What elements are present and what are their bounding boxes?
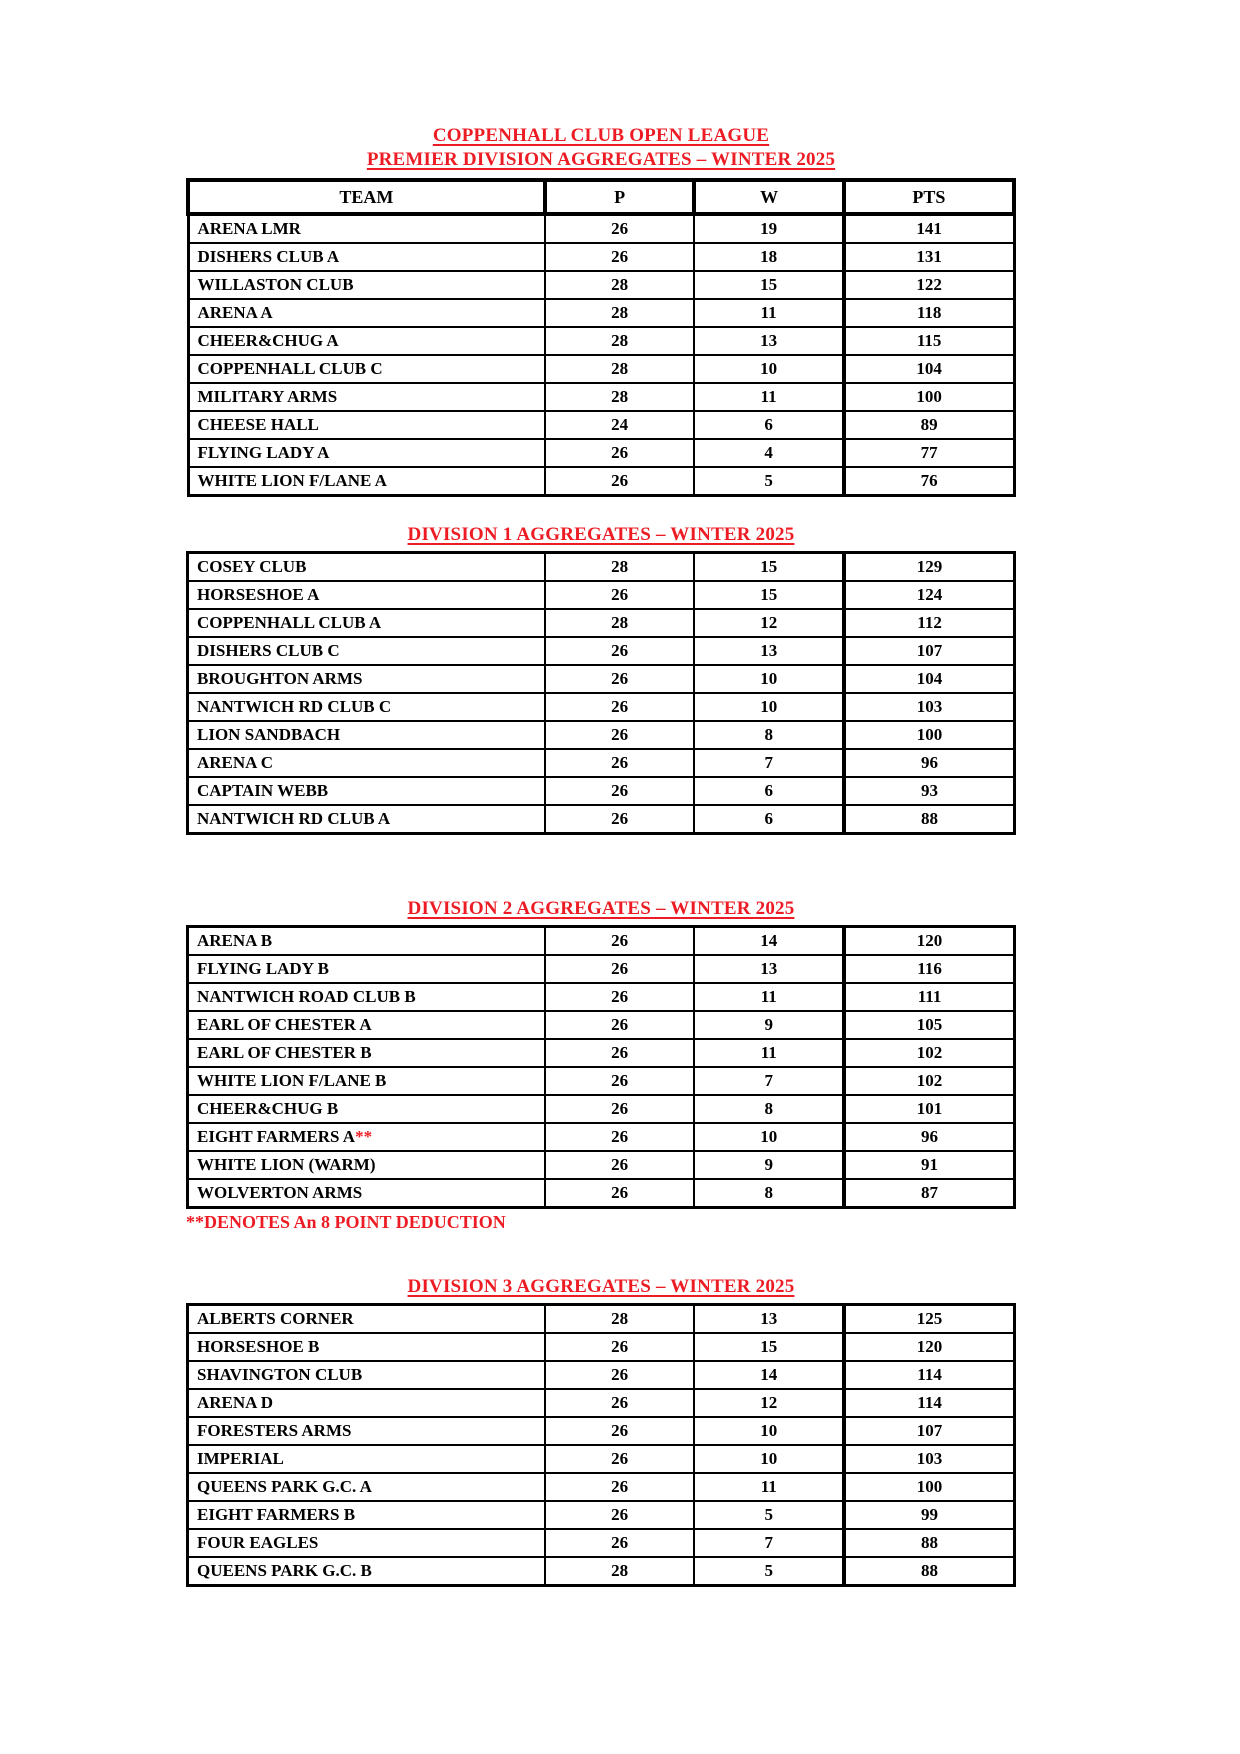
wins-cell: 18 bbox=[694, 243, 844, 271]
wins-cell: 9 bbox=[694, 1011, 844, 1039]
team-cell bbox=[188, 1305, 545, 1334]
wins-cell: 14 bbox=[694, 927, 844, 956]
team-name: SHAVINGTON CLUB bbox=[197, 1365, 363, 1384]
played-cell: 26 bbox=[545, 927, 695, 956]
wins-cell: 13 bbox=[694, 955, 844, 983]
team-name: WHITE LION F/LANE A bbox=[197, 471, 387, 490]
team-cell bbox=[188, 243, 545, 271]
played-cell: 26 bbox=[545, 983, 695, 1011]
table-row bbox=[188, 1473, 1015, 1501]
played-cell: 26 bbox=[545, 1417, 695, 1445]
points-cell: 120 bbox=[844, 1333, 1014, 1361]
league-table bbox=[186, 551, 1016, 835]
league-table bbox=[186, 925, 1016, 1209]
wins-cell: 7 bbox=[694, 749, 844, 777]
team-cell bbox=[188, 1333, 545, 1361]
team-name: ARENA C bbox=[197, 753, 274, 772]
played-cell: 26 bbox=[545, 467, 695, 496]
team-cell bbox=[188, 1011, 545, 1039]
points-cell: 141 bbox=[844, 214, 1014, 243]
team-name: CHEESE HALL bbox=[197, 415, 319, 434]
points-cell: 100 bbox=[844, 721, 1014, 749]
team-cell bbox=[188, 271, 545, 299]
team-name: ARENA A bbox=[197, 303, 273, 322]
team-cell bbox=[188, 1389, 545, 1417]
played-cell: 26 bbox=[545, 1389, 695, 1417]
points-cell: 120 bbox=[844, 927, 1014, 956]
table-row bbox=[188, 1095, 1015, 1123]
team-name: LION SANDBACH bbox=[197, 725, 341, 744]
wins-cell: 10 bbox=[694, 665, 844, 693]
points-cell: 77 bbox=[844, 439, 1014, 467]
played-cell: 26 bbox=[545, 749, 695, 777]
table-row bbox=[188, 271, 1014, 299]
wins-cell: 11 bbox=[694, 1039, 844, 1067]
table-row bbox=[188, 299, 1014, 327]
played-cell: 26 bbox=[545, 1151, 695, 1179]
column-header-points: PTS bbox=[844, 180, 1014, 214]
table-row bbox=[188, 355, 1014, 383]
played-cell: 26 bbox=[545, 1095, 695, 1123]
wins-cell: 10 bbox=[694, 1123, 844, 1151]
wins-cell: 13 bbox=[694, 327, 844, 355]
played-cell: 26 bbox=[545, 1011, 695, 1039]
table-row bbox=[188, 1361, 1015, 1389]
team-cell bbox=[188, 1179, 545, 1208]
column-header-wins: W bbox=[694, 180, 844, 214]
table-row bbox=[188, 1305, 1015, 1334]
team-name: DISHERS CLUB C bbox=[197, 641, 340, 660]
wins-cell: 15 bbox=[694, 271, 844, 299]
points-cell: 99 bbox=[844, 1501, 1014, 1529]
wins-cell: 8 bbox=[694, 1179, 844, 1208]
team-cell bbox=[188, 355, 545, 383]
premier-division-heading: PREMIER DIVISION AGGREGATES – WINTER 2025 bbox=[366, 149, 836, 170]
team-cell bbox=[188, 1151, 545, 1179]
division-heading: DIVISION 1 AGGREGATES – WINTER 2025 bbox=[407, 524, 795, 545]
played-cell: 26 bbox=[545, 693, 695, 721]
points-cell: 91 bbox=[844, 1151, 1014, 1179]
team-name: FLYING LADY B bbox=[197, 959, 329, 978]
team-cell bbox=[188, 1445, 545, 1473]
played-cell: 26 bbox=[545, 955, 695, 983]
points-cell: 96 bbox=[844, 1123, 1014, 1151]
team-name: COPPENHALL CLUB A bbox=[197, 613, 382, 632]
team-cell bbox=[188, 467, 545, 496]
wins-cell: 6 bbox=[694, 411, 844, 439]
team-cell bbox=[188, 411, 545, 439]
team-cell bbox=[188, 1361, 545, 1389]
team-cell bbox=[188, 1123, 545, 1151]
table-row bbox=[188, 1417, 1015, 1445]
team-name: CHEER&CHUG A bbox=[197, 331, 339, 350]
table-row bbox=[188, 1179, 1015, 1208]
team-name: MILITARY ARMS bbox=[197, 387, 338, 406]
played-cell: 26 bbox=[545, 1473, 695, 1501]
table-row bbox=[188, 411, 1014, 439]
team-name: HORSESHOE A bbox=[197, 585, 320, 604]
league-table bbox=[186, 1303, 1016, 1587]
wins-cell: 5 bbox=[694, 1501, 844, 1529]
points-cell: 96 bbox=[844, 749, 1014, 777]
team-name: ARENA B bbox=[197, 931, 273, 950]
column-header-played: P bbox=[545, 180, 695, 214]
points-cell: 118 bbox=[844, 299, 1014, 327]
team-cell bbox=[188, 665, 545, 693]
table-row bbox=[188, 983, 1015, 1011]
team-cell bbox=[188, 749, 545, 777]
team-name: FORESTERS ARMS bbox=[197, 1421, 352, 1440]
wins-cell: 15 bbox=[694, 1333, 844, 1361]
team-cell bbox=[188, 214, 545, 243]
wins-cell: 13 bbox=[694, 1305, 844, 1334]
points-cell: 124 bbox=[844, 581, 1014, 609]
column-header-team: TEAM bbox=[188, 180, 545, 214]
team-cell bbox=[188, 805, 545, 834]
table-row bbox=[188, 327, 1014, 355]
points-cell: 122 bbox=[844, 271, 1014, 299]
points-cell: 100 bbox=[844, 1473, 1014, 1501]
tables-container bbox=[186, 178, 1016, 1587]
team-name: WOLVERTON ARMS bbox=[197, 1183, 363, 1202]
table-row bbox=[188, 467, 1014, 496]
deduction-note: **DENOTES An 8 POINT DEDUCTION bbox=[186, 1212, 506, 1232]
played-cell: 26 bbox=[545, 1445, 695, 1473]
points-cell: 103 bbox=[844, 1445, 1014, 1473]
table-row bbox=[188, 439, 1014, 467]
points-cell: 87 bbox=[844, 1179, 1014, 1208]
points-cell: 114 bbox=[844, 1361, 1014, 1389]
wins-cell: 15 bbox=[694, 581, 844, 609]
team-cell bbox=[188, 1095, 545, 1123]
table-row bbox=[188, 777, 1015, 805]
points-cell: 105 bbox=[844, 1011, 1014, 1039]
team-cell bbox=[188, 1473, 545, 1501]
points-cell: 115 bbox=[844, 327, 1014, 355]
team-cell bbox=[188, 1557, 545, 1586]
table-row bbox=[188, 581, 1015, 609]
team-name: HORSESHOE B bbox=[197, 1337, 320, 1356]
played-cell: 28 bbox=[545, 355, 695, 383]
document-title: COPPENHALL CLUB OPEN LEAGUE bbox=[432, 125, 770, 146]
points-cell: 114 bbox=[844, 1389, 1014, 1417]
team-name: BROUGHTON ARMS bbox=[197, 669, 363, 688]
division-section bbox=[186, 897, 1016, 1233]
wins-cell: 11 bbox=[694, 383, 844, 411]
points-cell: 76 bbox=[844, 467, 1014, 496]
wins-cell: 5 bbox=[694, 467, 844, 496]
wins-cell: 12 bbox=[694, 1389, 844, 1417]
wins-cell: 6 bbox=[694, 777, 844, 805]
played-cell: 26 bbox=[545, 1501, 695, 1529]
team-name: CHEER&CHUG B bbox=[197, 1099, 339, 1118]
wins-cell: 10 bbox=[694, 1445, 844, 1473]
played-cell: 28 bbox=[545, 327, 695, 355]
team-cell bbox=[188, 777, 545, 805]
wins-cell: 19 bbox=[694, 214, 844, 243]
points-cell: 107 bbox=[844, 1417, 1014, 1445]
team-cell bbox=[188, 439, 545, 467]
wins-cell: 15 bbox=[694, 553, 844, 582]
table-row bbox=[188, 553, 1015, 582]
played-cell: 26 bbox=[545, 1067, 695, 1095]
team-cell bbox=[188, 581, 545, 609]
wins-cell: 4 bbox=[694, 439, 844, 467]
team-cell bbox=[188, 1417, 545, 1445]
team-name: EARL OF CHESTER B bbox=[197, 1043, 372, 1062]
table-row bbox=[188, 1557, 1015, 1586]
team-name: ARENA LMR bbox=[197, 219, 301, 238]
points-cell: 116 bbox=[844, 955, 1014, 983]
league-table bbox=[186, 178, 1016, 497]
played-cell: 26 bbox=[545, 665, 695, 693]
points-cell: 88 bbox=[844, 805, 1014, 834]
table-row bbox=[188, 1529, 1015, 1557]
table-row bbox=[188, 1123, 1015, 1151]
played-cell: 28 bbox=[545, 383, 695, 411]
table-row bbox=[188, 637, 1015, 665]
team-name: ALBERTS CORNER bbox=[197, 1309, 354, 1328]
table-row bbox=[188, 1389, 1015, 1417]
team-cell bbox=[188, 299, 545, 327]
points-cell: 88 bbox=[844, 1557, 1014, 1586]
played-cell: 28 bbox=[545, 1557, 695, 1586]
team-name: EARL OF CHESTER A bbox=[197, 1015, 372, 1034]
points-cell: 101 bbox=[844, 1095, 1014, 1123]
played-cell: 26 bbox=[545, 581, 695, 609]
team-cell bbox=[188, 955, 545, 983]
team-name: COPPENHALL CLUB C bbox=[197, 359, 383, 378]
points-cell: 112 bbox=[844, 609, 1014, 637]
table-row bbox=[188, 243, 1014, 271]
played-cell: 28 bbox=[545, 299, 695, 327]
points-cell: 104 bbox=[844, 665, 1014, 693]
points-cell: 102 bbox=[844, 1039, 1014, 1067]
played-cell: 26 bbox=[545, 721, 695, 749]
team-name: WHITE LION (WARM) bbox=[197, 1155, 376, 1174]
points-cell: 103 bbox=[844, 693, 1014, 721]
table-row bbox=[188, 1067, 1015, 1095]
table-row bbox=[188, 1011, 1015, 1039]
wins-cell: 7 bbox=[694, 1529, 844, 1557]
played-cell: 26 bbox=[545, 1361, 695, 1389]
deduction-marker: ** bbox=[355, 1127, 373, 1146]
played-cell: 26 bbox=[545, 637, 695, 665]
played-cell: 26 bbox=[545, 243, 695, 271]
team-name: EIGHT FARMERS B bbox=[197, 1505, 356, 1524]
wins-cell: 8 bbox=[694, 1095, 844, 1123]
points-cell: 111 bbox=[844, 983, 1014, 1011]
wins-cell: 11 bbox=[694, 1473, 844, 1501]
team-name: DISHERS CLUB A bbox=[197, 247, 340, 266]
played-cell: 26 bbox=[545, 1179, 695, 1208]
table-row bbox=[188, 1445, 1015, 1473]
wins-cell: 8 bbox=[694, 721, 844, 749]
played-cell: 26 bbox=[545, 1333, 695, 1361]
team-name: WILLASTON CLUB bbox=[197, 275, 354, 294]
wins-cell: 10 bbox=[694, 693, 844, 721]
division-section bbox=[186, 523, 1016, 835]
team-cell bbox=[188, 327, 545, 355]
team-name: IMPERIAL bbox=[197, 1449, 284, 1468]
points-cell: 100 bbox=[844, 383, 1014, 411]
table-row bbox=[188, 1039, 1015, 1067]
division-section bbox=[186, 178, 1016, 497]
points-cell: 89 bbox=[844, 411, 1014, 439]
team-name: ARENA D bbox=[197, 1393, 274, 1412]
wins-cell: 12 bbox=[694, 609, 844, 637]
team-name: COSEY CLUB bbox=[197, 557, 307, 576]
played-cell: 28 bbox=[545, 1305, 695, 1334]
team-cell bbox=[188, 1529, 545, 1557]
played-cell: 28 bbox=[545, 553, 695, 582]
table-row bbox=[188, 721, 1015, 749]
table-row bbox=[188, 665, 1015, 693]
played-cell: 24 bbox=[545, 411, 695, 439]
points-cell: 125 bbox=[844, 1305, 1014, 1334]
played-cell: 28 bbox=[545, 609, 695, 637]
wins-cell: 11 bbox=[694, 983, 844, 1011]
played-cell: 26 bbox=[545, 214, 695, 243]
team-cell bbox=[188, 721, 545, 749]
team-cell bbox=[188, 693, 545, 721]
team-name: QUEENS PARK G.C. B bbox=[197, 1561, 372, 1580]
table-row bbox=[188, 214, 1014, 243]
team-name: NANTWICH ROAD CLUB B bbox=[197, 987, 416, 1006]
wins-cell: 7 bbox=[694, 1067, 844, 1095]
table-row bbox=[188, 1151, 1015, 1179]
team-name: NANTWICH RD CLUB A bbox=[197, 809, 391, 828]
wins-cell: 9 bbox=[694, 1151, 844, 1179]
table-row bbox=[188, 749, 1015, 777]
division-heading: DIVISION 3 AGGREGATES – WINTER 2025 bbox=[407, 1276, 795, 1297]
team-name: CAPTAIN WEBB bbox=[197, 781, 329, 800]
played-cell: 26 bbox=[545, 439, 695, 467]
team-cell bbox=[188, 1067, 545, 1095]
wins-cell: 14 bbox=[694, 1361, 844, 1389]
team-cell bbox=[188, 927, 545, 956]
document-header bbox=[186, 124, 1016, 172]
played-cell: 26 bbox=[545, 805, 695, 834]
points-cell: 102 bbox=[844, 1067, 1014, 1095]
table-row bbox=[188, 805, 1015, 834]
points-cell: 129 bbox=[844, 553, 1014, 582]
team-name: NANTWICH RD CLUB C bbox=[197, 697, 392, 716]
wins-cell: 10 bbox=[694, 355, 844, 383]
wins-cell: 6 bbox=[694, 805, 844, 834]
wins-cell: 10 bbox=[694, 1417, 844, 1445]
table-row bbox=[188, 955, 1015, 983]
table-row bbox=[188, 927, 1015, 956]
team-name: EIGHT FARMERS A bbox=[197, 1127, 356, 1146]
team-name: FOUR EAGLES bbox=[197, 1533, 319, 1552]
table-row bbox=[188, 693, 1015, 721]
table-header-row bbox=[188, 180, 1014, 214]
team-cell bbox=[188, 609, 545, 637]
points-cell: 88 bbox=[844, 1529, 1014, 1557]
division-heading: DIVISION 2 AGGREGATES – WINTER 2025 bbox=[407, 898, 795, 919]
played-cell: 26 bbox=[545, 1123, 695, 1151]
team-name: FLYING LADY A bbox=[197, 443, 330, 462]
team-cell bbox=[188, 383, 545, 411]
team-cell bbox=[188, 983, 545, 1011]
wins-cell: 11 bbox=[694, 299, 844, 327]
team-cell bbox=[188, 1501, 545, 1529]
wins-cell: 13 bbox=[694, 637, 844, 665]
points-cell: 93 bbox=[844, 777, 1014, 805]
played-cell: 26 bbox=[545, 777, 695, 805]
team-name: WHITE LION F/LANE B bbox=[197, 1071, 387, 1090]
played-cell: 26 bbox=[545, 1039, 695, 1067]
team-cell bbox=[188, 637, 545, 665]
team-cell bbox=[188, 1039, 545, 1067]
played-cell: 28 bbox=[545, 271, 695, 299]
points-cell: 131 bbox=[844, 243, 1014, 271]
team-cell bbox=[188, 553, 545, 582]
table-row bbox=[188, 1501, 1015, 1529]
points-cell: 107 bbox=[844, 637, 1014, 665]
table-row bbox=[188, 1333, 1015, 1361]
wins-cell: 5 bbox=[694, 1557, 844, 1586]
points-cell: 104 bbox=[844, 355, 1014, 383]
played-cell: 26 bbox=[545, 1529, 695, 1557]
division-section bbox=[186, 1275, 1016, 1587]
table-row bbox=[188, 609, 1015, 637]
team-name: QUEENS PARK G.C. A bbox=[197, 1477, 372, 1496]
table-row bbox=[188, 383, 1014, 411]
